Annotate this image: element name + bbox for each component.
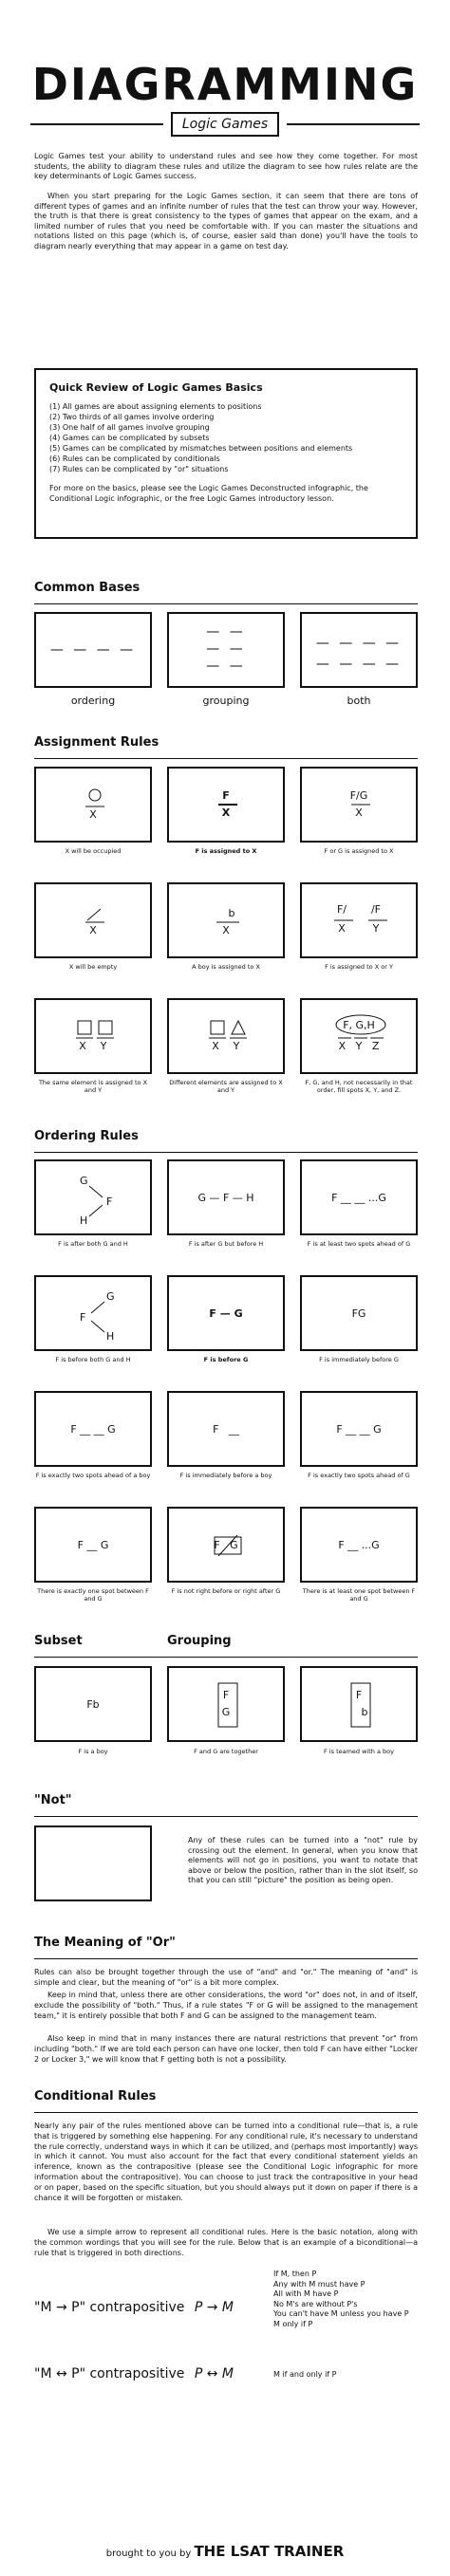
- ordering-rules-heading: Ordering Rules: [34, 1129, 139, 1143]
- ordering-notation: F __ __ G: [336, 1423, 382, 1436]
- order-before-box: [167, 1275, 285, 1351]
- slot-label: X: [212, 1040, 219, 1052]
- ordering-notation: F __ ...G: [338, 1539, 380, 1551]
- assign-fgh-box: [300, 998, 418, 1074]
- not-example-box: [34, 1825, 152, 1901]
- assign-f-or-g-box: [300, 767, 418, 843]
- ordering-notation: F __ G: [77, 1539, 109, 1551]
- base-grouping-caption: grouping: [202, 695, 250, 707]
- ordering-notation: F — G: [209, 1307, 243, 1320]
- element-label: b: [228, 907, 235, 919]
- order-caption: F is not right before or right after G: [171, 1587, 281, 1595]
- assign-caption: X will be occupied: [65, 847, 122, 855]
- or-paragraph-1: Rules can also be brought together through the use of "and" and "or." The meaning of "and" is simple and clear, but the meaning of "or" is a bit more complex.: [34, 1968, 418, 1987]
- not-explanation: Any of these rules can be turned into a "not" rule by crossing out the element. In general, when you know that elements will not go in positions, you want to notate that above or below the position, rather than in the slot itself, so that you can still "picture" the position as being open.: [188, 1836, 418, 1884]
- common-bases-heading: Common Bases: [34, 581, 141, 595]
- order-two-boy-box: [34, 1391, 152, 1467]
- order-between-box: [167, 1159, 285, 1235]
- contrapositive-example-2: [34, 2366, 234, 2381]
- order-at-least-one-box: [300, 1507, 418, 1583]
- element-label: /F: [370, 903, 382, 916]
- order-after-both-box: [34, 1159, 152, 1235]
- section-divider: [34, 1657, 418, 1658]
- subtitle-divider-left: [30, 123, 163, 125]
- order-caption: F is exactly two spots ahead of a boy: [35, 1472, 151, 1479]
- conditional-wordings: [273, 2270, 409, 2329]
- group-caption: F is teamed with a boy: [324, 1748, 394, 1755]
- slot-label: Y: [100, 1040, 107, 1052]
- order-caption: F is before both G and H: [55, 1356, 131, 1363]
- assign-boy-box: [167, 882, 285, 958]
- order-caption: There is exactly one spot between F and G: [37, 1587, 149, 1603]
- base-grouping-box: [167, 612, 285, 688]
- slot-label: X Y Z: [338, 1040, 380, 1052]
- review-item: (3) One half of all games involve grouping: [49, 423, 210, 432]
- intro-paragraph-1: Logic Games test your ability to understand rules and see how they come together. For most students, the ability to diagram these rules and utilize the diagram to see how rules relate are the key determinants of Logic Games success.: [34, 152, 418, 180]
- review-item: (7) Rules can be complicated by "or" situations: [49, 465, 229, 473]
- not-heading: "Not": [34, 1793, 72, 1807]
- section-divider: [34, 1958, 418, 1959]
- element-label: F: [355, 1689, 363, 1701]
- slot-label: X: [89, 924, 97, 936]
- wording-item: If M, then P: [273, 2270, 317, 2278]
- element-label: F/: [336, 903, 347, 916]
- branch-lines: [36, 1277, 154, 1353]
- section-divider: [34, 1816, 418, 1817]
- element-label: G: [106, 1290, 115, 1303]
- group-caption: F and G are together: [194, 1748, 258, 1755]
- assign-same-box: [34, 998, 152, 1074]
- assign-caption: F, G, and H, not necessarily in that order, fill spots X, Y, and Z.: [305, 1079, 413, 1094]
- order-caption: F is after G but before H: [188, 1240, 264, 1248]
- assign-f-to-x-box: [167, 767, 285, 843]
- square-triangle-icon: [169, 1000, 287, 1076]
- branch-lines: [36, 1161, 154, 1237]
- assign-different-box: [167, 998, 285, 1074]
- group-together-box: [167, 1666, 285, 1742]
- ordering-notation: F __ __ ...G: [331, 1192, 386, 1204]
- slot-label: X: [355, 806, 363, 819]
- order-one-between-box: [34, 1507, 152, 1583]
- conditional-formula: "M ↔ P" contrapositive: [34, 2366, 185, 2381]
- base-both-box: [300, 612, 418, 688]
- or-paragraph-2: Keep in mind that, unless there are other considerations, the word "or" does not, in and of itself, exclude the possibility of "both." Thus, if a rule states "F or G will be assigned to the management team," it is entirely possible that both F and G can be assigned to the management team.: [34, 1991, 418, 2020]
- order-not-adjacent-box: [167, 1507, 285, 1583]
- ordering-notation: F __: [213, 1423, 239, 1436]
- conditional-paragraph-1: Nearly any pair of the rules mentioned above can be turned into a conditional rule—that is, a rule that is triggered by something else happening. For any conditional rule, it's necessary to understand the rule correctly, understand ways in which it can be utilized, and (perhaps most importantly) ways in which it cannot. You must also account for the fact that every conditional statement yields an inference, known as the contrapositive (please see the Conditional Logic infographic for more information about the contrapositive). You can choose to just track the contrapositive in your head or on paper, based on the specific situation, but you should always put it down on paper if there is a chance it will be forgotten or mistaken.: [34, 2122, 418, 2202]
- assign-x-or-y-box: [300, 882, 418, 958]
- slot-label: Y: [372, 922, 380, 935]
- subtitle-divider-right: [287, 123, 420, 125]
- ordering-notation: F __ __ G: [70, 1423, 116, 1436]
- assign-caption: A boy is assigned to X: [192, 963, 260, 971]
- wording-item: M if and only if P: [273, 2370, 337, 2379]
- review-item: (2) Two thirds of all games involve ordering: [49, 413, 215, 421]
- wording-item: M only if P: [273, 2319, 313, 2328]
- assign-caption: X will be empty: [68, 963, 118, 971]
- intro-paragraph-2: When you start preparing for the Logic Games section, it can seem that there are tons of different types of games and an infinite number of rules that the test can throw your way. However, the truth is that there is great consistency to the types of games that appear on the exam, and a limited number of rules that you need be comfortable with. If you can master the situations and notations listed on this page (which is, of course, easier said than done) you'll have the tools to diagram nearly everything that may appear in a game on test day.: [34, 192, 418, 250]
- order-caption: F is at least two spots ahead of G: [307, 1240, 411, 1248]
- conditional-formula: "M → P" contrapositive: [34, 2300, 185, 2315]
- assignment-rules-heading: Assignment Rules: [34, 735, 159, 750]
- review-title: Quick Review of Logic Games Basics: [49, 381, 263, 394]
- assign-empty-box: [34, 882, 152, 958]
- element-label: b: [361, 1706, 368, 1718]
- footer-credit: [0, 2543, 450, 2560]
- occupied-circle-icon: [36, 769, 154, 844]
- order-caption: F is exactly two spots ahead of G: [308, 1472, 410, 1479]
- base-ordering-box: [34, 612, 152, 688]
- review-more-info: For more on the basics, please see the Logic Games Deconstructed infographic, the Conditional Logic infographic, or the free Logic Games introductory lesson.: [49, 484, 368, 503]
- contrapositive-formula: P → M: [194, 2300, 234, 2315]
- page-subtitle: Logic Games: [171, 112, 279, 137]
- base-both-caption: both: [347, 695, 371, 707]
- wording-item: You can't have M unless you have P: [273, 2309, 409, 2318]
- assign-caption: The same element is assigned to X and Y: [38, 1079, 148, 1094]
- order-caption: F is after both G and H: [58, 1240, 128, 1248]
- empty-slash-icon: [36, 884, 154, 960]
- order-caption: F is immediately before G: [319, 1356, 399, 1363]
- grouping-heading: Grouping: [167, 1634, 232, 1648]
- review-item: (1) All games are about assigning elements to positions: [49, 402, 262, 411]
- review-item: (6) Rules can be complicated by conditionals: [49, 454, 220, 463]
- element-label: H: [80, 1214, 88, 1227]
- assign-caption: F or G is assigned to X: [324, 847, 394, 855]
- contrapositive-example-1: [34, 2300, 234, 2315]
- review-box: [34, 368, 418, 539]
- assign-occupied-box: [34, 767, 152, 843]
- element-label: F/G: [349, 789, 368, 802]
- or-heading: The Meaning of "Or": [34, 1936, 176, 1950]
- page-title: DIAGRAMMING: [31, 59, 419, 110]
- slot-label: X: [79, 1040, 86, 1052]
- wording-item: All with M have P: [273, 2289, 339, 2298]
- ordering-notation: F G: [214, 1539, 238, 1551]
- two-squares-icon: [36, 1000, 154, 1076]
- order-two-ahead-box: [300, 1159, 418, 1235]
- both-slots: — — — — — — — —: [315, 636, 403, 672]
- or-paragraph-3: Also keep in mind that in many instances there are natural restrictions that prevent "or" from including "both." If we are told each person can have one locker, then told F can have either "Locker 2 or Locker 3," we will know that F getting both is not a possibility.: [34, 2034, 418, 2064]
- element-label: G: [80, 1175, 88, 1187]
- conditional-paragraph-2: We use a simple arrow to represent all conditional rules. Here is the basic notation, along with the common wordings that you will see for the rule. Below that is an example of a biconditional—a rule that is triggered in both directions.: [34, 2228, 418, 2257]
- order-caption: F is immediately before a boy: [179, 1472, 272, 1479]
- order-immediately-box: [300, 1275, 418, 1351]
- section-divider: [34, 2112, 418, 2113]
- group-oval-icon: [302, 1000, 420, 1076]
- subset-caption: F is a boy: [78, 1748, 108, 1755]
- footer-prefix: brought to you by: [105, 2548, 192, 2559]
- slot-label: X: [221, 806, 231, 819]
- group-boy-box: [300, 1666, 418, 1742]
- assign-caption: F is assigned to X or Y: [325, 963, 393, 971]
- ordering-notation: G — F — H: [197, 1192, 254, 1204]
- ordering-slots: — — — —: [49, 642, 137, 658]
- subset-heading: Subset: [34, 1634, 83, 1648]
- order-caption: There is at least one spot between F and G: [302, 1587, 416, 1603]
- section-divider: [34, 758, 418, 759]
- assign-caption: F is assigned to X: [195, 847, 257, 855]
- order-exactly-two-box: [300, 1391, 418, 1467]
- wording-item: Any with M must have P: [273, 2279, 366, 2289]
- review-item: (5) Games can be complicated by mismatches between positions and elements: [49, 444, 353, 453]
- grouping-slots: — — — — — —: [206, 624, 246, 674]
- slot-label: X: [89, 808, 97, 821]
- element-label: F: [222, 1689, 230, 1701]
- element-label: F: [106, 1195, 113, 1208]
- element-label: G: [221, 1706, 231, 1718]
- element-label: F: [222, 789, 230, 802]
- wording-item: No M's are without P's: [273, 2299, 358, 2308]
- assign-caption: Different elements are assigned to X and Y: [169, 1079, 283, 1094]
- order-caption: F is before G: [203, 1356, 249, 1363]
- base-ordering-caption: ordering: [70, 695, 116, 707]
- biconditional-wordings: [273, 2370, 337, 2381]
- slot-label: X: [338, 922, 346, 935]
- section-divider: [34, 603, 418, 604]
- section-divider: [34, 1152, 418, 1153]
- order-immediately-boy-box: [167, 1391, 285, 1467]
- slot-label: Y: [233, 1040, 240, 1052]
- slot-line: [169, 884, 287, 960]
- ordering-notation: FG: [351, 1307, 366, 1320]
- subset-box: [34, 1666, 152, 1742]
- review-item: (4) Games can be complicated by subsets: [49, 434, 210, 442]
- conditional-heading: Conditional Rules: [34, 2089, 157, 2103]
- subset-notation: Fb: [86, 1698, 100, 1711]
- slot-label: X: [222, 924, 230, 936]
- element-label: F, G,H: [343, 1019, 375, 1031]
- element-label: H: [106, 1330, 115, 1343]
- order-before-both-box: [34, 1275, 152, 1351]
- review-list: [49, 401, 403, 474]
- element-label: F: [80, 1311, 86, 1324]
- contrapositive-formula: P ↔ M: [194, 2366, 234, 2381]
- footer-brand: THE LSAT TRAINER: [194, 2543, 345, 2560]
